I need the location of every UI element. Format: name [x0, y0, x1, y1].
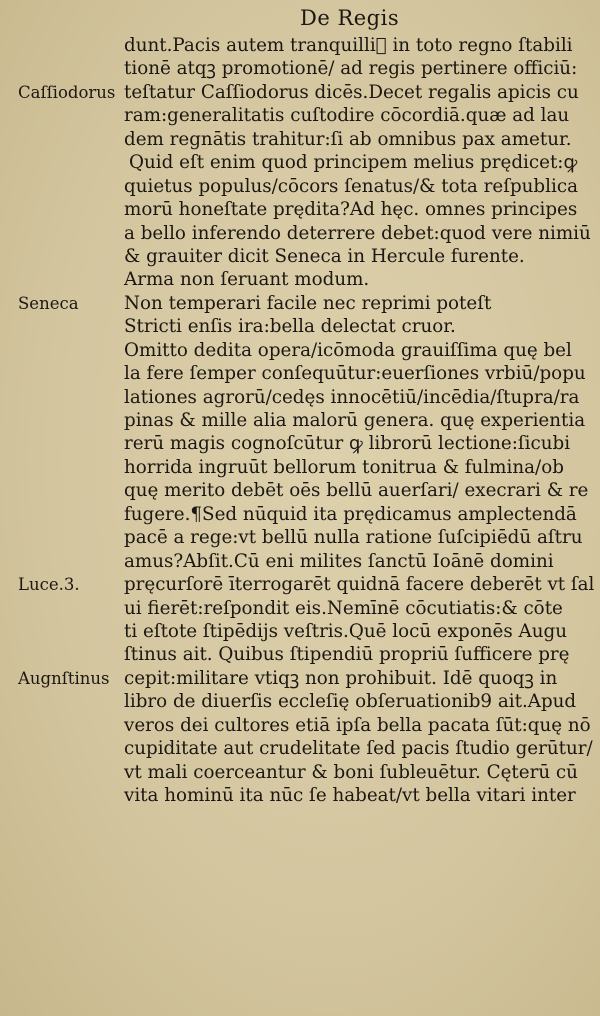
text-line: Arma non ſeruant modum. [124, 269, 370, 291]
text-line: ui fierēt:reſpondit eis.Nemīnē cōcutiatis:& cōte [124, 597, 563, 619]
body-text [124, 34, 594, 807]
text-line: vita hominū ita nūc ſe habeat/vt bella vitari inter [124, 785, 576, 806]
text-line: quietus populus/cōcors ſenatus/& tota reſpublica [124, 175, 578, 197]
text-line: a bello inferendo deterrere debet:quod vere nimiū [124, 222, 591, 244]
text-line: veros dei cultores etiā ipſa bella pacata ſūt:quę nō [124, 714, 591, 736]
text-line: ſtinus ait. Quibus ſtipendiū propriū ſufficere prę [124, 644, 570, 666]
margin-notes [0, 0, 125, 1016]
text-line: fugere.¶Sed nūquid ita prędicamus amplectendā [124, 503, 577, 525]
marginal-note: Augnſtinus [18, 669, 110, 689]
marginal-note: Luce.3. [18, 575, 80, 595]
text-line: dunt.Pacis autem tranquilliᷓ in toto regno ſtabili [124, 35, 573, 56]
text-line: rerū magis cognoſcūtur ꝙ librorū lectione:ſicubi [124, 433, 571, 455]
text-line: pręcurſorē īterrogarēt quidnā facere deberēt vt ſal [124, 574, 595, 596]
text-line: teſtatur Caſſiodorus dicēs.Decet regalis apicis cu [124, 81, 579, 103]
text-line: Omitto dedita opera/icōmoda grauiſſima quę bel [124, 339, 572, 361]
text-line: ram:generalitatis cuſtodire cōcordiā.quæ ad lau [124, 105, 570, 127]
marginal-note: Caſſiodorus [18, 82, 116, 102]
text-line: vt mali coerceantur & boni ſubleuētur. Cęterū cū [124, 761, 578, 783]
text-line: ti eſtote ſtipēdijs veſtris.Quē locū exponēs Augu [124, 620, 567, 642]
text-line: la fere ſemper conſequūtur:euerſiones vrbiū/popu [124, 363, 586, 385]
text-line: horrida ingruūt bellorum tonitrua & fulmina/ob [124, 456, 564, 478]
running-head: De Regis [300, 6, 400, 30]
text-line: dem regnātis trahitur:ſi ab omnibus pax ametur. [124, 128, 572, 150]
text-line: pacē a rege:vt bellū nulla ratione ſuſcipiēdū aſtru [124, 527, 583, 549]
text-line: Stricti enſis ira:bella delectat cruor. [124, 316, 456, 338]
text-line: cepit:militare vtiqꝫ non prohibuit. Idē quoqꝫ in [124, 667, 558, 689]
text-line: & grauiter dicit Seneca in Hercule furente. [124, 245, 525, 267]
text-line: morū honeſtate prędita?Ad hęc. omnes principes [124, 199, 578, 221]
text-line: cupiditate aut crudelitate ſed pacis ſtudio gerūtur/ [124, 738, 593, 760]
text-line: Quid eſt enim quod principem melius prędicet:ꝙ [129, 152, 578, 174]
text-line: pinas & mille alia malorū genera. quę experientia [124, 410, 586, 431]
text-line: libro de diuerſis eccleſię obſeruationib9 ait.Apud [124, 691, 577, 713]
text-line: tionē atqꝫ promotionē/ ad regis pertinere officiū: [124, 58, 578, 80]
text-line: Non temperari facile nec reprimi poteſt [124, 292, 492, 314]
marginal-note: Seneca [18, 293, 79, 313]
text-line: quę merito debēt oēs bellū auerſari/ execrari & re [124, 480, 589, 502]
text-line: amus?Abſit.Cū eni milites ſanctū Ioānē domini [124, 550, 554, 572]
text-line: lationes agrorū/cedęs innocētiū/incēdia/ſtupra/ra [124, 386, 580, 408]
